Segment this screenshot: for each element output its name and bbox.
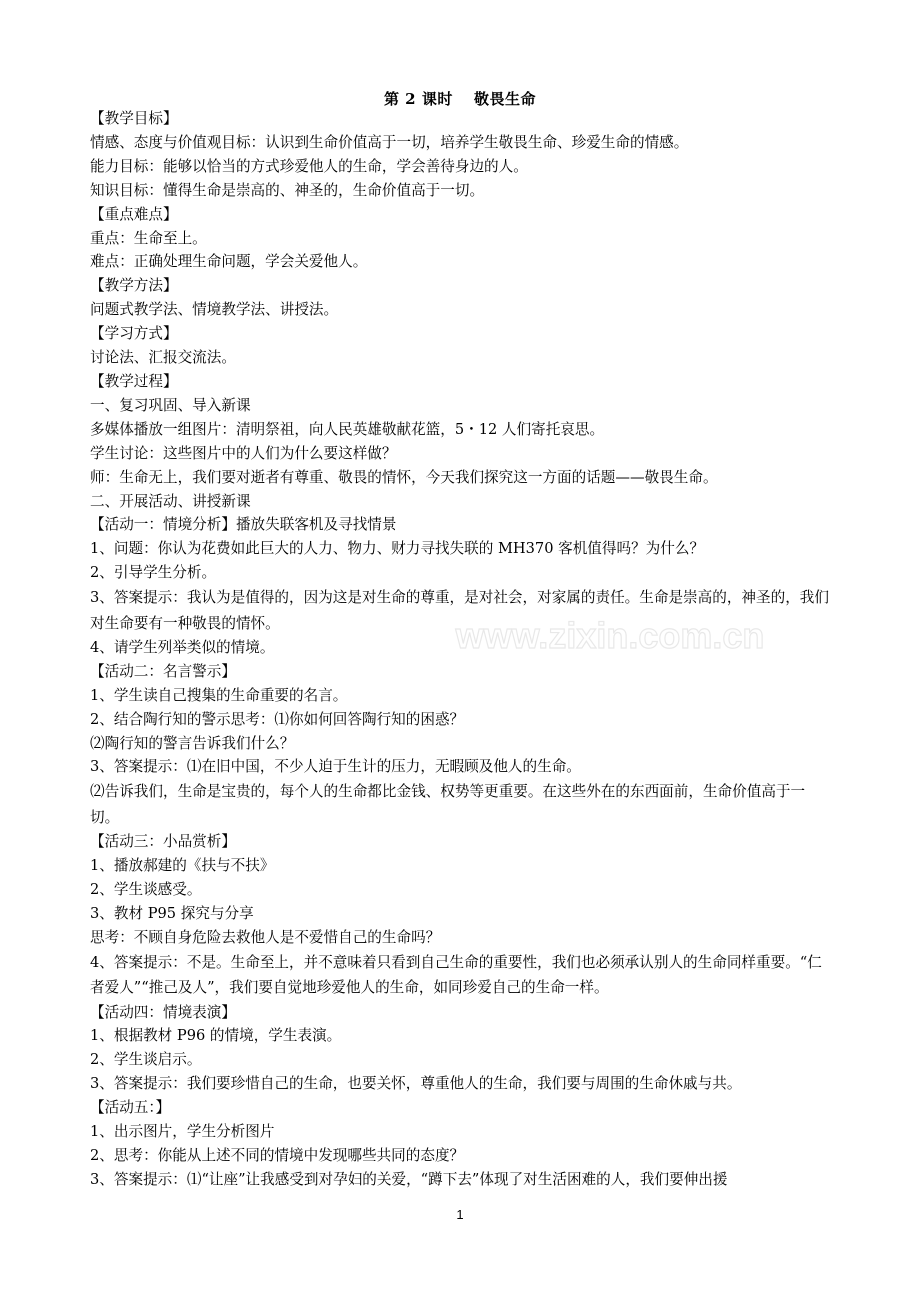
paragraph-line: 3、教材 P95 探究与分享 (90, 904, 254, 922)
paragraph-line: 3、答案提示：我们要珍惜自己的生命，也要关怀，尊重他人的生命，我们要与周围的生命休戚与共。 (90, 1075, 742, 1093)
paragraph-line: 2、思考：你能从上述不同的情境中发现哪些共同的态度？ (90, 1146, 465, 1164)
paragraph-line: 3、答案提示：⑴在旧中国，不少人迫于生计的压力，无暇顾及他人的生命。 (90, 758, 581, 776)
paragraph-line: ⑵告诉我们，生命是宝贵的，每个人的生命都比金钱、权势等更重要。在这些外在的东西面前，生命价值高于一切。 (90, 783, 806, 826)
paragraph-line: 4、答案提示：不是。生命至上，并不意味着只看到自己生命的重要性，我们也必须承认别人的生命同样重要。“仁者爱人”“推己及人”，我们要自觉地珍爱他人的生命，如同珍爱自己的生命一样。 (90, 953, 822, 997)
section-heading: 【活动五：】 (90, 1099, 171, 1117)
paragraph-line: 二、开展活动、讲授新课 (90, 492, 251, 510)
paragraph-line: 1、出示图片，学生分析图片 (90, 1123, 275, 1141)
watermark-text: www.zixin.com.cn (455, 615, 765, 656)
paragraph-line: 1、问题：你认为花费如此巨大的人力、物力、财力寻找失联的 MH370 客机值得吗？为什么？ (90, 540, 705, 558)
paragraph-line: 知识目标：懂得生命是崇高的、神圣的，生命价值高于一切。 (90, 181, 485, 199)
page-number: 1 (456, 1207, 464, 1222)
paragraph-line: 学生讨论：这些图片中的人们为什么要这样做？ (90, 444, 397, 462)
paragraph-line: 1、播放郝建的《扶与不扶》 (90, 857, 275, 875)
section-heading: 【活动四：情境表演】 (90, 1003, 236, 1021)
paragraph-line: 多媒体播放一组图片：清明祭祖，向人民英雄敬献花篮，5・12 人们寄托哀思。 (90, 420, 605, 438)
paragraph-line: 3、答案提示：⑴“让座”让我感受到对孕妇的关爱，“蹲下去”体现了对生活困难的人，我们要伸出援 (90, 1170, 728, 1188)
paragraph-line: 难点：正确处理生命问题，学会关爱他人。 (90, 253, 368, 271)
paragraph-line: 4、请学生列举类似的情境。 (90, 638, 275, 656)
section-heading: 【教学目标】 (90, 110, 178, 127)
section-heading: 【活动二：名言警示】 (90, 662, 236, 680)
paragraph-line: 一、复习巩固、导入新课 (90, 396, 251, 414)
paragraph-line: 2、结合陶行知的警示思考：⑴你如何回答陶行知的困惑？ (90, 710, 465, 728)
section-heading: 【教学过程】 (90, 372, 178, 390)
paragraph-line: 讨论法、汇报交流法。 (90, 349, 236, 367)
paragraph-line: 情感、态度与价值观目标：认识到生命价值高于一切，培养学生敬畏生命、珍爱生命的情感。 (90, 133, 689, 151)
section-heading: 【活动一：情境分析】播放失联客机及寻找情景 (90, 516, 397, 534)
section-heading: 【活动三：小品赏析】 (90, 833, 236, 851)
paragraph-line: 2、学生谈感受。 (90, 881, 202, 898)
paragraph-line: 思考：不顾自身危险去救他人是不爱惜自己的生命吗？ (90, 928, 441, 946)
paragraph-line: 师：生命无上，我们要对逝者有尊重、敬畏的情怀，今天我们探究这一方面的话题——敬畏生命。 (90, 468, 718, 486)
paragraph-line: 问题式教学法、情境教学法、讲授法。 (90, 301, 339, 319)
paragraph-line: 1、学生读自己搜集的生命重要的名言。 (90, 686, 348, 704)
paragraph-line: 能力目标：能够以恰当的方式珍爱他人的生命，学会善待身边的人。 (90, 157, 528, 175)
document-body (90, 107, 832, 1192)
paragraph-line: 1、根据教材 P96 的情境，学生表演。 (90, 1027, 342, 1045)
section-heading: 【重点难点】 (90, 205, 178, 223)
paragraph-line: ⑵陶行知的警言告诉我们什么？ (90, 734, 295, 752)
page-title: 第 2 课时 敬畏生命 (383, 90, 537, 108)
paragraph-line: 3、答案提示：我认为是值得的，因为这是对生命的尊重，是对社会，对家属的责任。生命是崇高的，神圣的，我们对生命要有一种敬畏的情怀。 (90, 589, 829, 632)
paragraph-line: 重点：生命至上。 (90, 229, 207, 247)
paragraph-line: 2、学生谈启示。 (90, 1051, 202, 1069)
section-heading: 【教学方法】 (90, 277, 178, 295)
paragraph-line: 2、引导学生分析。 (90, 564, 217, 582)
section-heading: 【学习方式】 (90, 325, 178, 343)
